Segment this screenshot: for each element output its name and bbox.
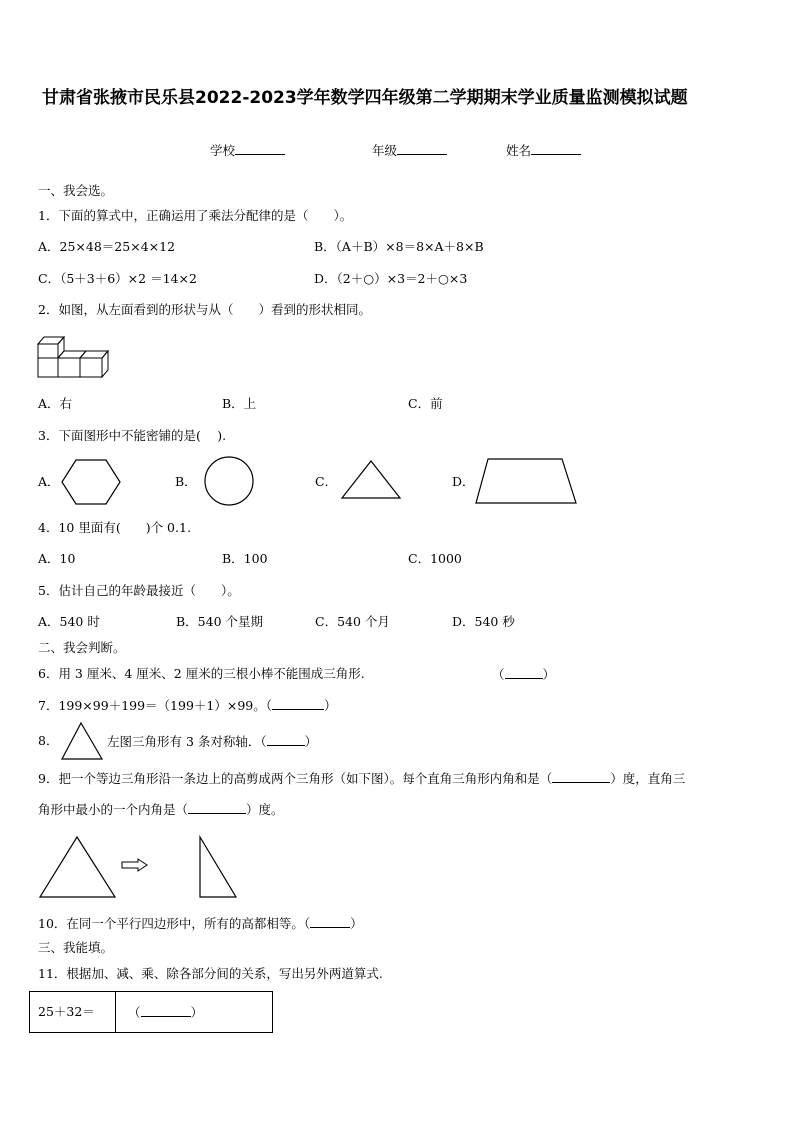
q6-blank[interactable] [505,666,543,679]
cube-b3-side [102,351,108,377]
school-blank[interactable] [235,142,285,155]
cube-stack-figure [36,332,116,382]
right-triangle-figure [196,835,238,899]
q11-open: （ [128,1005,141,1020]
cube-top-front [38,344,58,358]
q2-option-a[interactable]: A．右 [38,396,73,411]
q9-blank-2[interactable] [188,801,246,814]
name-field [506,142,581,159]
q8-close: ） [304,734,318,749]
q11-stem: 11．根据加、减、乘、除各部分间的关系，写出另外两道算式. [38,966,383,981]
q1-stem: 1．下面的算式中，正确运用了乘法分配律的是（ ）。 [38,208,353,223]
q9-blank-1[interactable] [552,770,610,783]
q5-option-d[interactable]: D．540 秒 [452,614,515,629]
q2-stem: 2．如图，从左面看到的形状与从（ ）看到的形状相同。 [38,302,371,317]
q8-blank[interactable] [267,733,305,746]
q3-stem: 3．下面图形中不能密铺的是( ). [38,428,227,443]
q9-line-1 [38,770,685,787]
q9-text-1b: ）度，直角三 [610,771,686,786]
q5-option-b[interactable]: B．540 个星期 [176,614,264,629]
q10-close: ） [350,916,363,931]
circle-shape [203,455,255,507]
q4-option-b[interactable]: B．100 [222,551,268,566]
q9-line-2 [38,801,284,818]
q11-close: ） [190,1005,204,1020]
q5-option-c[interactable]: C．540 个月 [315,614,390,629]
q11-answer[interactable] [128,1004,203,1021]
q8-stem: 左图三角形有 3 条对称轴．（ [107,734,267,749]
q3-option-b[interactable]: B． [175,474,197,489]
grade-label: 年级 [372,143,398,158]
name-label: 姓名 [506,143,532,158]
q10-blank[interactable] [310,915,350,928]
q1-option-a[interactable]: A．25×48＝25×4×12 [38,239,176,254]
school-label: 学校 [210,143,236,158]
grade-field [372,142,447,159]
cube-b3-top [80,351,108,358]
q8-num: 8． [38,733,59,748]
q5-option-a[interactable]: A．540 时 [38,614,100,629]
section-1-heading: 一、我会选。 [38,183,114,198]
page-title: 甘肃省张掖市民乐县2022-2023学年数学四年级第二学期期末学业质量监测模拟试题 [42,88,688,108]
cube-b1-front [38,358,58,377]
q6-answer[interactable] [492,666,555,683]
q8-triangle-figure [60,721,104,761]
trapezoid-shape [474,457,578,505]
q4-option-a[interactable]: A．10 [38,551,76,566]
triangle-shape [340,459,402,501]
equilateral-triangle-figure [38,835,118,899]
q3-option-a[interactable]: A． [38,474,60,489]
q2-option-b[interactable]: B．上 [222,396,257,411]
q10-line [38,915,363,932]
cube-b3-front [80,358,102,377]
school-field [210,142,285,159]
right-arrow-icon [121,858,149,872]
q3-option-d[interactable]: D． [452,474,475,489]
q7-close: ） [324,698,337,713]
q8-line [107,733,317,750]
q4-option-c[interactable]: C．1000 [408,551,462,566]
section-3-heading: 三、我能填。 [38,940,114,955]
q6-open: （ [492,667,505,682]
q11-blank[interactable] [141,1004,191,1017]
section-2-heading: 二、我会判断。 [38,640,126,655]
q9-text-2b: ）度。 [246,802,284,817]
name-blank[interactable] [531,142,581,155]
cube-top-top [38,337,64,344]
q7-blank[interactable] [272,697,324,710]
q10-stem: 10．在同一个平行四边形中，所有的高都相等。（ [38,916,311,931]
q7-line [38,697,337,714]
q4-stem: 4．10 里面有( )个 0.1. [38,520,191,535]
grade-blank[interactable] [397,142,447,155]
q9-text-1: 9．把一个等边三角形沿一条边上的高剪成两个三角形（如下图）。每个直角三角形内角和是（ [38,771,553,786]
cube-b2-front [58,358,80,377]
q7-stem: 7．199×99＋199＝（199＋1）×99。（ [38,698,272,713]
q1-option-b[interactable]: B．（A＋B）×8＝8×A＋8×B [314,239,484,254]
q2-option-c[interactable]: C．前 [408,396,443,411]
q3-option-c[interactable]: C． [315,474,338,489]
q1-option-c[interactable]: C．（5＋3＋6）×2 ＝14×2 [38,271,197,286]
q6-stem: 6．用 3 厘米、4 厘米、2 厘米的三根小棒不能围成三角形. [38,666,365,681]
q6-close: ） [542,667,556,682]
q1-option-d[interactable]: D．（2＋○）×3＝2＋○×3 [314,271,468,286]
hexagon-shape [60,458,122,506]
q9-text-2: 角形中最小的一个内角是（ [38,802,189,817]
q5-stem: 5．估计自己的年龄最接近（ ）。 [38,583,240,598]
cube-b2-top [58,351,86,358]
q11-equation: 25＋32＝ [38,1004,95,1019]
